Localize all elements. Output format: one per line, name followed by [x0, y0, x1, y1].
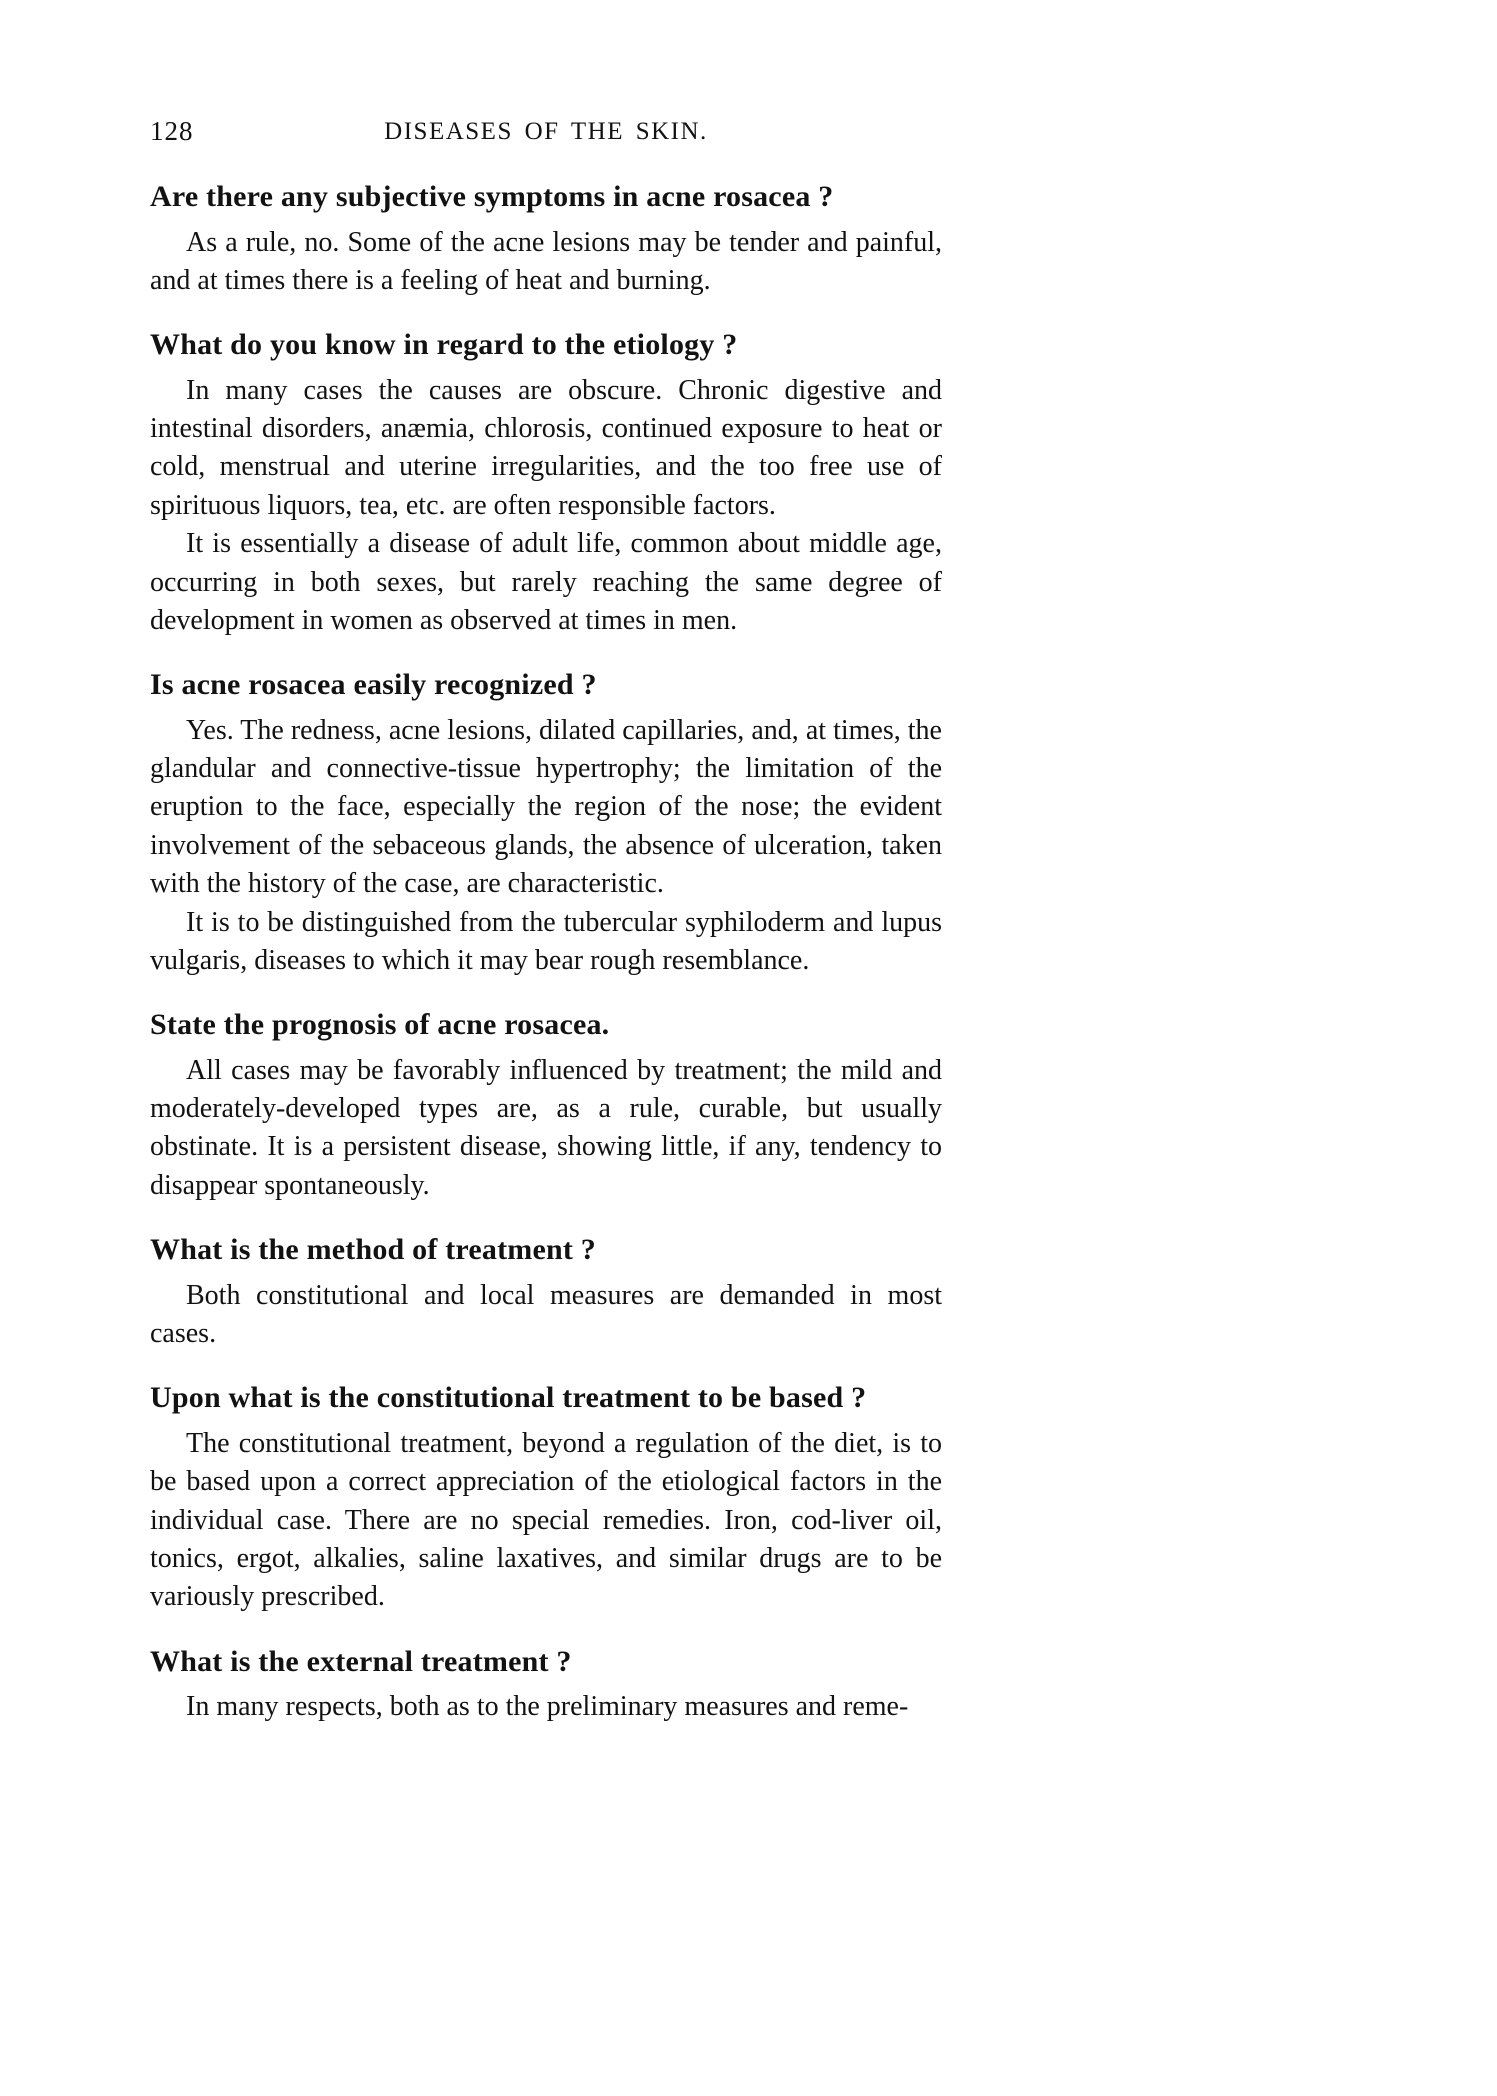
answer-paragraph: Both constitutional and local measures are demanded in most cases. — [150, 1279, 942, 1350]
question-heading: What is the method of treatment ? — [150, 1233, 596, 1267]
qa-section — [150, 178, 942, 300]
answer-paragraph: As a rule, no. Some of the acne lesions may be tender and painful, and at times there is a feeling of heat and burning. — [150, 226, 942, 296]
qa-section — [150, 1231, 942, 1353]
answer-paragraph: The constitutional treatment, beyond a regulation of the diet, is to be based upon a correct appreciation of the etiological factors in the individual case. There are no special remedies. Iron, cod-liver oil, tonics, ergot, alkalies, saline laxatives, and similar drugs are to be variously prescribed. — [150, 1427, 942, 1613]
qa-section — [150, 1006, 942, 1205]
question-heading: What do you know in regard to the etiology ? — [150, 328, 738, 362]
answer-paragraph: It is essentially a disease of adult life, common about middle age, occurring in both sexes, but rarely reaching the same degree of development in women as observed at times in men. — [150, 528, 942, 636]
question-heading: What is the external treatment ? — [150, 1644, 572, 1678]
answer-paragraph: Yes. The redness, acne lesions, dilated capillaries, and, at times, the glandular and connective-tissue hypertrophy; the limitation of the eruption to the face, especially the region of the nose; the evident involvement of the sebaceous glands, the absence of ulceration, taken with the history of the case, are characteristic. — [150, 714, 942, 900]
answer-paragraph: In many cases the causes are obscure. Chronic digestive and intestinal disorders, anæmia, chlorosis, continued exposure to heat or cold, menstrual and uterine irregularities, and the too free use of spirituous liquors, tea, etc. are often responsible factors. — [150, 374, 942, 521]
question-heading: Are there any subjective symptoms in acne rosacea ? — [150, 180, 834, 213]
qa-section — [150, 326, 942, 640]
running-header — [150, 116, 942, 160]
page-number: 128 — [150, 116, 194, 146]
qa-section — [150, 666, 942, 980]
page-content — [150, 116, 942, 1727]
answer-paragraph: All cases may be favorably influenced by treatment; the mild and moderately-developed types are, as a rule, curable, but usually obstinate. It is a persistent disease, showing little, if any, tendency to disappear spontaneously. — [150, 1054, 942, 1201]
answer-paragraph: In many respects, both as to the preliminary measures and reme- — [186, 1691, 909, 1723]
question-heading: Upon what is the constitutional treatment to be based ? — [150, 1381, 867, 1415]
running-title: DISEASES OF THE SKIN. — [384, 118, 708, 145]
answer-paragraph: It is to be distinguished from the tubercular syphiloderm and lupus vulgaris, diseases to which it may bear rough resemblance. — [150, 906, 942, 976]
question-heading: Is acne rosacea easily recognized ? — [150, 668, 597, 702]
qa-section — [150, 1379, 942, 1616]
qa-section — [150, 1643, 942, 1727]
question-heading: State the prognosis of acne rosacea. — [150, 1008, 610, 1042]
